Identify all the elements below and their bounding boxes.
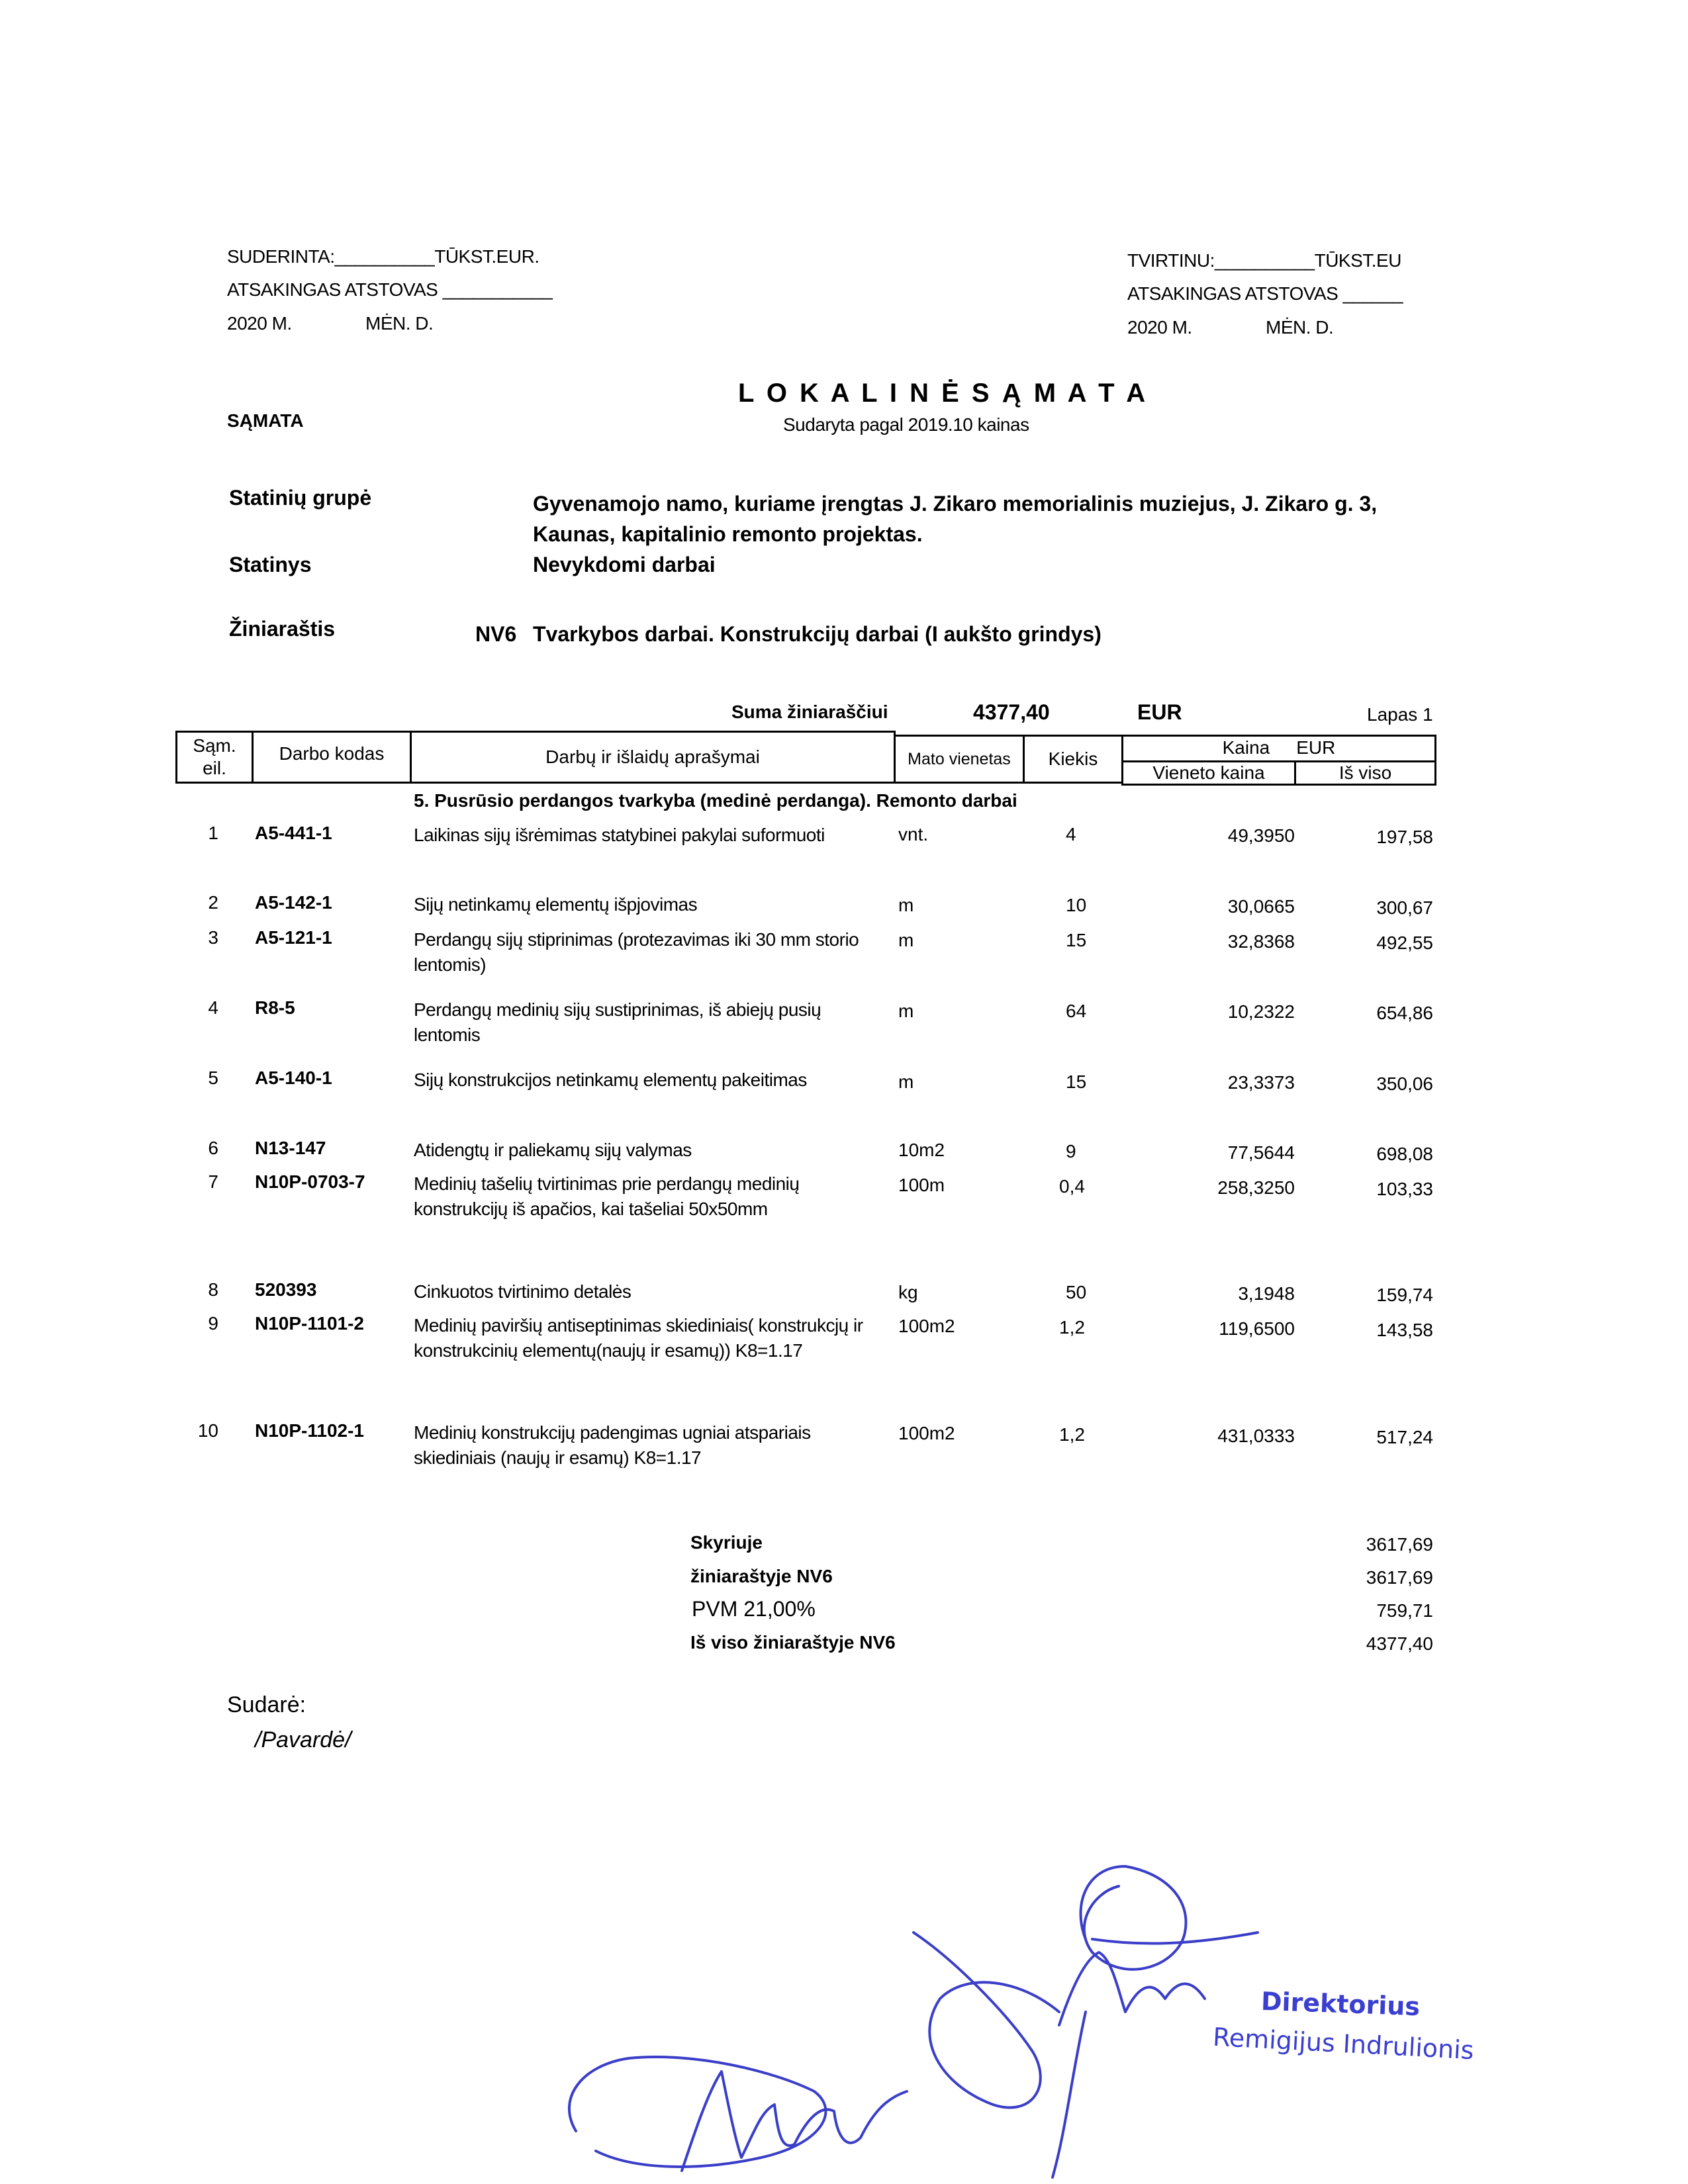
row-code: A5-140-1 [255, 1068, 332, 1088]
summary-label: Suma žiniaraščiui [731, 702, 888, 722]
sheet-label: Žiniaraštis [229, 617, 336, 641]
row-unit: vnt. [898, 824, 929, 844]
approval-right-month-day: MĖN. D. [1266, 317, 1334, 338]
row-total: 300,67 [1376, 897, 1433, 918]
signature-lower-loop [569, 2057, 825, 2167]
row-num: 1 [208, 823, 218, 843]
row-code: N10P-1101-2 [255, 1313, 365, 1334]
signature-lower-letters [682, 2071, 907, 2171]
row-qty: 1,2 [1059, 1317, 1085, 1338]
header-total: Iš viso [1338, 762, 1392, 783]
row-code: R8-5 [255, 997, 295, 1018]
row-unit-price: 23,3373 [1227, 1072, 1295, 1093]
row-qty: 0,4 [1059, 1176, 1085, 1197]
row-code: A5-121-1 [255, 927, 332, 948]
signature-upper-stroke [1092, 1933, 1258, 1944]
page-subtitle: Sudaryta pagal 2019.10 kainas [783, 414, 1029, 435]
header-code: Darbo kodas [279, 743, 385, 764]
row-qty: 50 [1066, 1282, 1087, 1302]
sheet-value: Tvarkybos darbai. Konstrukcijų darbai (I aukšto grindys) [533, 622, 1102, 646]
totals-value: 4377,40 [1366, 1633, 1433, 1654]
row-total: 654,86 [1376, 1003, 1433, 1023]
group-value: Gyvenamojo namo, kuriame įrengtas J. Zikaro memorialinis muziejus, J. Zikaro g. 3, Kaunas, kapitalinio remonto projektas. [533, 492, 1378, 546]
row-unit: 100m2 [898, 1316, 955, 1336]
page-title: L O K A L I N Ė S Ą M A T A [738, 379, 1149, 408]
row-unit-price: 431,0333 [1217, 1426, 1295, 1446]
signature-upper-scribble [1059, 1952, 1205, 2025]
totals-label: žiniaraštyje NV6 [690, 1566, 833, 1586]
signature-upper-swoop [914, 1933, 1059, 2108]
row-unit: m [898, 1001, 914, 1021]
doc-label: SĄMATA [227, 410, 304, 431]
row-desc: Perdangų medinių sijų sustiprinimas, iš abiejų pusių lentomis [414, 999, 821, 1045]
totals-label: PVM 21,00% [692, 1597, 816, 1621]
row-unit-price: 32,8368 [1227, 931, 1295, 952]
row-unit: m [898, 895, 914, 915]
row-num: 7 [208, 1171, 218, 1192]
row-total: 517,24 [1376, 1427, 1433, 1447]
row-qty: 1,2 [1059, 1424, 1085, 1445]
row-desc: Medinių paviršių antiseptinimas skiediniais( konstrukcjų ir konstrukcinių elementų(naujų ir esamų)) K8=1.17 [414, 1315, 863, 1361]
section-title: 5. Pusrūsio perdangos tvarkyba (medinė perdanga). Remonto darbai [414, 790, 1017, 811]
row-code: N10P-1102-1 [255, 1420, 365, 1441]
row-qty: 9 [1066, 1141, 1076, 1161]
row-code: 520393 [255, 1279, 317, 1300]
row-code: A5-142-1 [255, 892, 332, 913]
row-unit: m [898, 930, 914, 950]
row-unit: 10m2 [898, 1140, 945, 1160]
row-total: 350,06 [1376, 1073, 1433, 1094]
row-desc: Medinių tašelių tvirtinimas prie perdangų medinių konstrukcijų iš apačios, kai tašeliai 50x50mm [414, 1173, 800, 1219]
approval-right-year: 2020 M. [1127, 317, 1192, 338]
row-num: 8 [208, 1279, 218, 1300]
summary-currency: EUR [1137, 700, 1182, 724]
row-desc: Sijų konstrukcijos netinkamų elementų pakeitimas [414, 1069, 807, 1090]
row-total: 492,55 [1376, 933, 1433, 953]
page-number: Lapas 1 [1367, 704, 1433, 725]
row-num: 9 [208, 1313, 218, 1334]
row-unit-price: 30,0665 [1227, 896, 1295, 917]
row-num: 2 [208, 892, 218, 913]
row-qty: 4 [1066, 824, 1076, 844]
stamp-role: Direktorius [1260, 1986, 1421, 2022]
group-label: Statinių grupė [229, 486, 372, 510]
row-total: 159,74 [1376, 1285, 1433, 1305]
row-code: A5-441-1 [255, 823, 332, 843]
compiled-name: /Pavardė/ [255, 1727, 352, 1752]
row-unit-price: 49,3950 [1227, 825, 1295, 846]
totals-value: 3617,69 [1366, 1567, 1433, 1588]
row-qty: 10 [1066, 895, 1087, 915]
approval-left-line1: SUDERINTA:__________TŪKST.EUR. [227, 246, 539, 267]
totals-label: Skyriuje [690, 1532, 763, 1553]
row-total: 698,08 [1376, 1144, 1433, 1164]
header-price: Kaina EUR [1222, 737, 1336, 758]
approval-left-year: 2020 M. [227, 313, 292, 334]
row-desc: Laikinas sijų išrėmimas statybinei pakylai suformuoti [414, 825, 825, 845]
header-qty: Kiekis [1048, 749, 1098, 769]
row-qty: 15 [1066, 930, 1087, 950]
row-qty: 64 [1066, 1001, 1087, 1021]
row-unit-price: 77,5644 [1227, 1142, 1295, 1163]
totals-label: Iš viso žiniaraštyje NV6 [690, 1632, 896, 1653]
row-desc: Medinių konstrukcijų padengimas ugniai atspariais skiediniais (naujų ir esamų) K8=1.17 [414, 1422, 811, 1468]
compiled-label: Sudarė: [227, 1692, 306, 1717]
row-total: 103,33 [1376, 1179, 1433, 1199]
row-total: 197,58 [1376, 827, 1433, 847]
building-label: Statinys [229, 553, 312, 576]
row-unit-price: 10,2322 [1227, 1001, 1295, 1022]
row-unit: 100m2 [898, 1423, 955, 1443]
summary-value: 4377,40 [973, 700, 1050, 724]
building-value: Nevykdomi darbai [533, 553, 716, 576]
approval-right-line2: ATSAKINGAS ATSTOVAS ______ [1127, 283, 1403, 304]
row-num: 5 [208, 1068, 218, 1088]
row-unit-price: 258,3250 [1217, 1177, 1295, 1198]
approval-right-line1: TVIRTINU:__________TŪKST.EU [1127, 250, 1401, 271]
row-desc: Atidengtų ir paliekamų sijų valymas [414, 1140, 692, 1160]
row-unit-price: 3,1948 [1238, 1283, 1295, 1304]
row-total: 143,58 [1376, 1320, 1433, 1340]
header-desc: Darbų ir išlaidų aprašymai [545, 747, 760, 767]
row-unit: 100m [898, 1175, 945, 1195]
approval-left-line2: ATSAKINGAS ATSTOVAS ___________ [227, 279, 553, 300]
row-num: 10 [197, 1420, 218, 1441]
row-desc: Sijų netinkamų elementų išpjovimas [414, 894, 698, 915]
header-unit-price: Vieneto kaina [1152, 762, 1265, 783]
row-num: 3 [208, 927, 218, 948]
row-unit-price: 119,6500 [1219, 1318, 1295, 1339]
sheet-code: NV6 [475, 622, 517, 646]
row-unit: m [898, 1071, 914, 1092]
row-desc: Cinkuotos tvirtinimo detalės [414, 1281, 632, 1302]
row-unit: kg [898, 1282, 918, 1302]
row-num: 6 [208, 1138, 218, 1158]
row-qty: 15 [1066, 1071, 1087, 1092]
row-num: 4 [208, 997, 218, 1018]
stamp-name: Remigijus Indrulionis [1212, 2022, 1475, 2066]
header-num: Sąm. eil. [193, 735, 236, 778]
totals-value: 3617,69 [1366, 1534, 1433, 1555]
totals-value: 759,71 [1376, 1600, 1433, 1621]
row-desc: Perdangų sijų stiprinimas (protezavimas iki 30 mm storio lentomis) [414, 929, 859, 975]
row-code: N13-147 [255, 1138, 326, 1158]
row-code: N10P-0703-7 [255, 1171, 365, 1192]
signature-upper-tail [1053, 2012, 1086, 2177]
approval-left-month-day: MĖN. D. [365, 313, 434, 334]
header-unit: Mato vienetas [908, 750, 1011, 768]
